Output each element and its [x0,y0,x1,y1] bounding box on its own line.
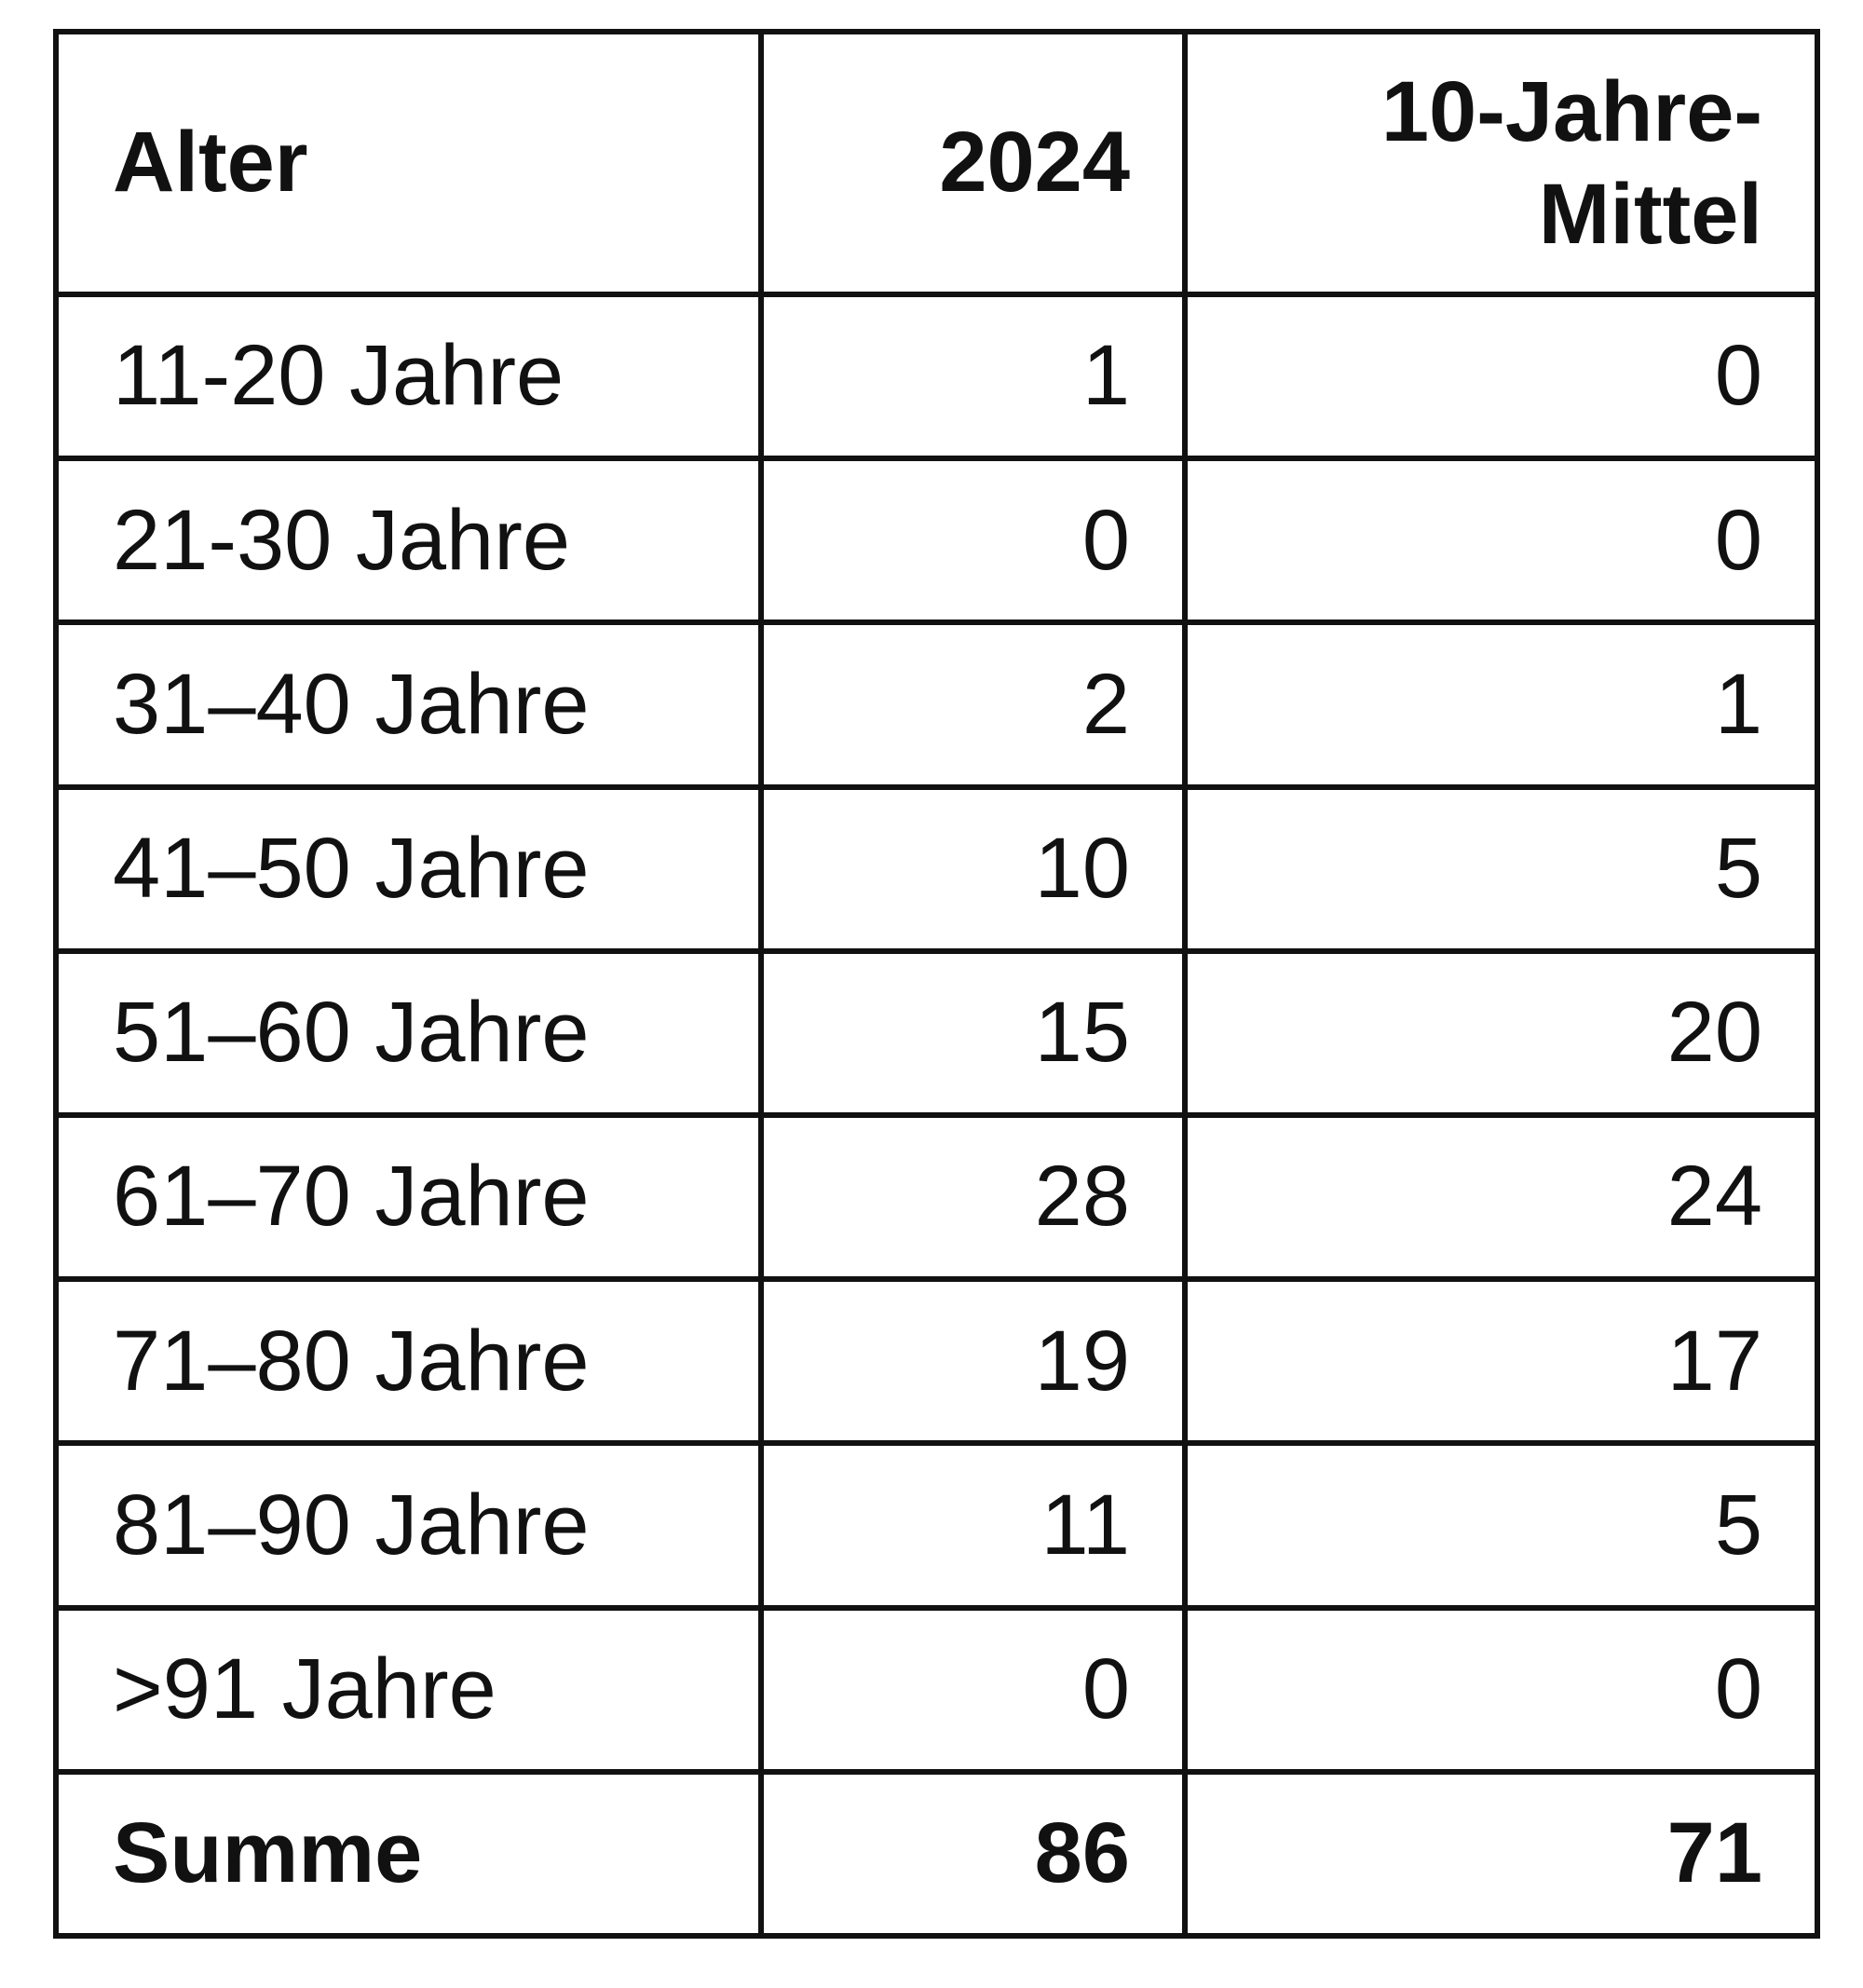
mean-value-cell: 0 [1185,458,1817,622]
age-group-cell: 61–70 Jahre [56,1115,761,1279]
age-group-cell: 21-30 Jahre [56,458,761,622]
total-label: Summe [56,1772,761,1936]
header-age: Alter [56,32,761,294]
total-mean-value: 71 [1185,1772,1817,1936]
year-value-cell: 0 [761,458,1185,622]
table-row [56,1608,1817,1772]
year-value-cell: 15 [761,951,1185,1115]
mean-value-cell: 0 [1185,1608,1817,1772]
table-row [56,294,1817,458]
year-value-cell: 19 [761,1279,1185,1443]
mean-value-cell: 20 [1185,951,1817,1115]
age-group-cell: 31–40 Jahre [56,622,761,786]
total-year-value: 86 [761,1772,1185,1936]
table-row [56,1115,1817,1279]
mean-value-cell: 24 [1185,1115,1817,1279]
header-ten-year-mean: 10-Jahre-Mittel [1185,32,1817,294]
age-group-cell: 71–80 Jahre [56,1279,761,1443]
table-row [56,1279,1817,1443]
mean-value-cell: 1 [1185,622,1817,786]
age-group-cell: 11-20 Jahre [56,294,761,458]
year-value-cell: 1 [761,294,1185,458]
header-row [56,32,1817,294]
table-row [56,951,1817,1115]
age-statistics-table [53,29,1820,1939]
year-value-cell: 2 [761,622,1185,786]
year-value-cell: 11 [761,1443,1185,1607]
mean-value-cell: 0 [1185,294,1817,458]
header-year: 2024 [761,32,1185,294]
total-row [56,1772,1817,1936]
year-value-cell: 28 [761,1115,1185,1279]
age-group-cell: >91 Jahre [56,1608,761,1772]
age-group-cell: 81–90 Jahre [56,1443,761,1607]
mean-value-cell: 17 [1185,1279,1817,1443]
table-row [56,787,1817,951]
table-row [56,1443,1817,1607]
year-value-cell: 10 [761,787,1185,951]
table-row [56,458,1817,622]
age-group-cell: 41–50 Jahre [56,787,761,951]
year-value-cell: 0 [761,1608,1185,1772]
table-container [53,29,1815,1939]
mean-value-cell: 5 [1185,787,1817,951]
table-row [56,622,1817,786]
age-group-cell: 51–60 Jahre [56,951,761,1115]
mean-value-cell: 5 [1185,1443,1817,1607]
